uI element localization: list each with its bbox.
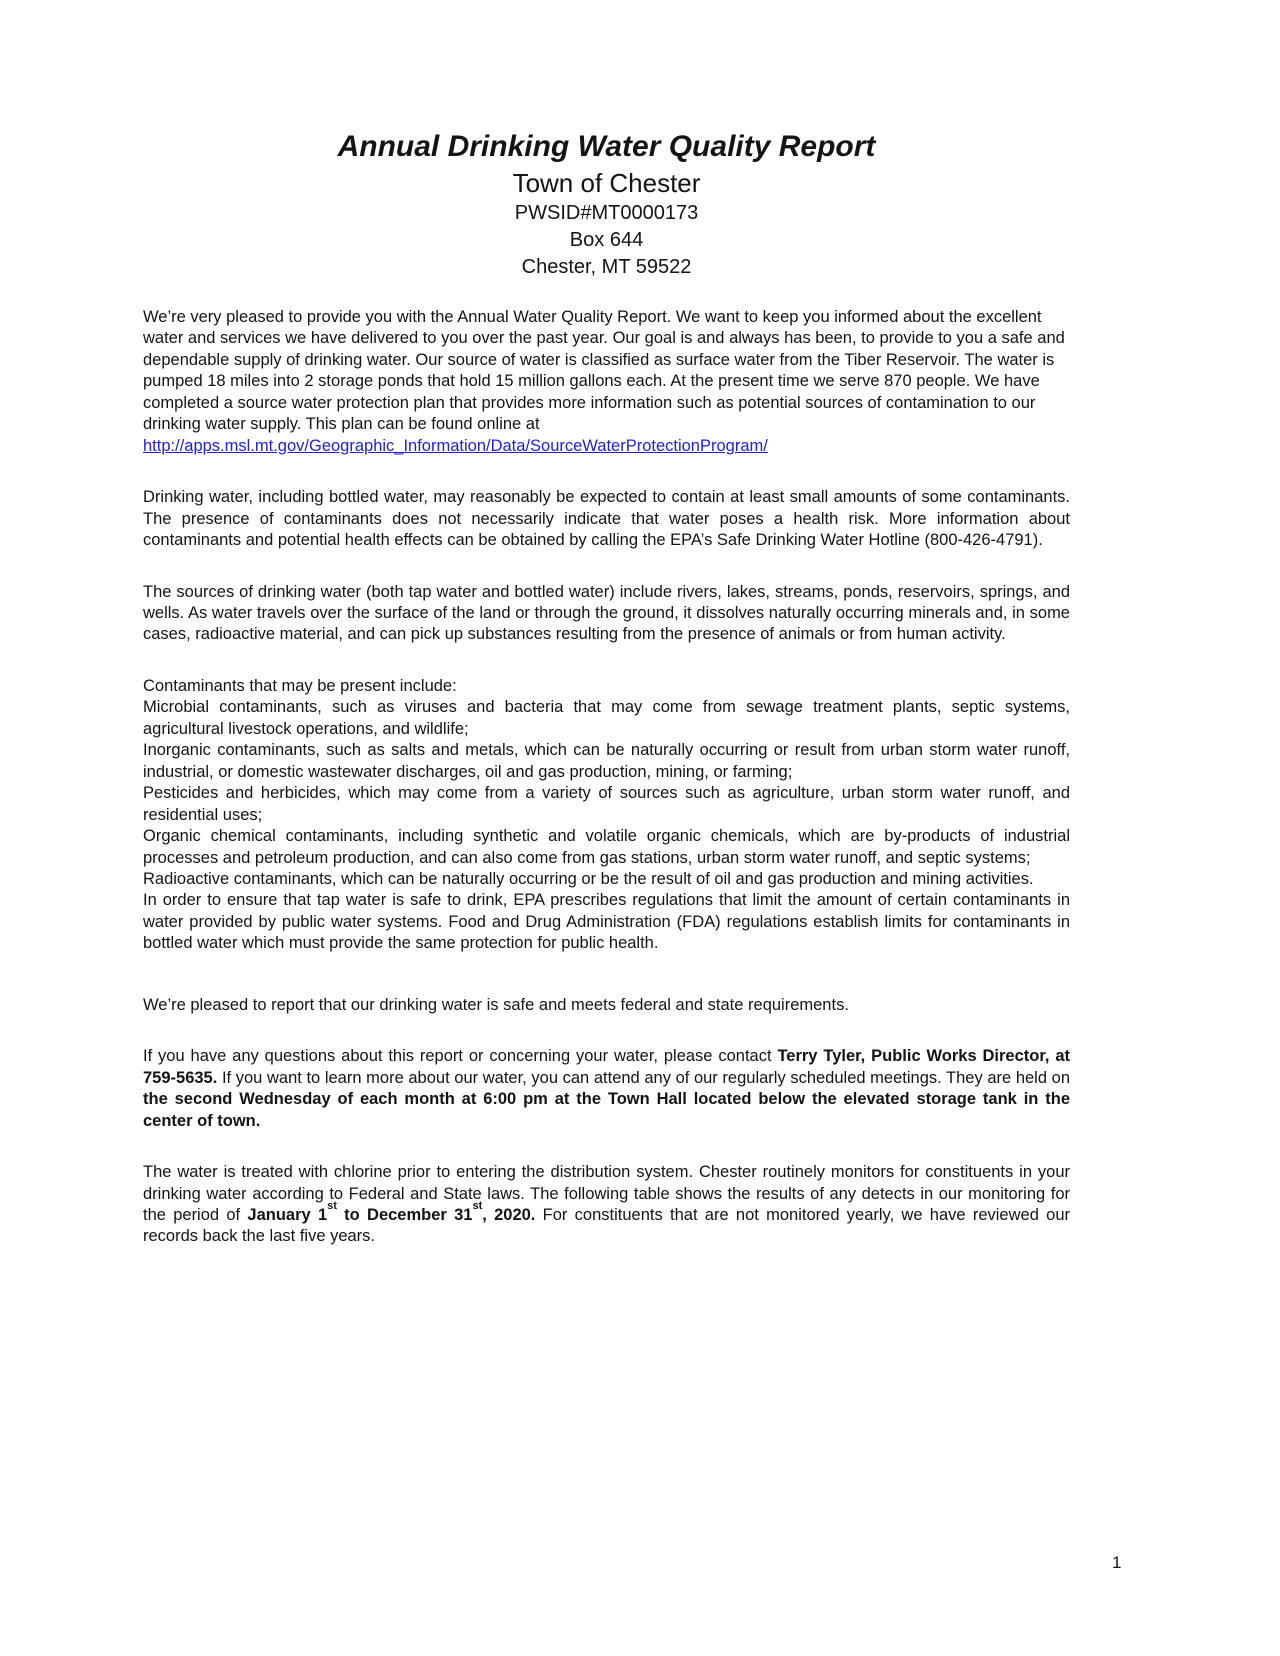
report-town: Town of Chester [512,168,701,198]
report-city-state-zip: Chester, MT 59522 [521,256,692,278]
ordinal-suffix: st [472,1199,483,1212]
monitoring-period-bold [247,1199,536,1224]
monitoring-paragraph [143,1162,1070,1248]
report-title: Annual Drinking Water Quality Report [337,130,876,163]
contact-text-2: If you want to learn more about our water, you can attend any of our regularly scheduled meetings. They are held on [217,1068,1070,1087]
contaminants-section [143,676,1070,955]
contaminant-item-microbial: Microbial contaminants, such as viruses and bacteria that may come from sewage treatment plants, septic systems, agricultural livestock operations, and wildlife; [143,698,1070,738]
contaminant-item-organic: Organic chemical contaminants, including synthetic and volatile organic chemicals, which are by-products of industrial processes and petroleum production, and can also come from gas stations, urban storm water runoff, and septic systems; [143,827,1070,867]
contaminants-intro: Contaminants that may be present include: [143,676,457,695]
intro-paragraph [143,307,1070,457]
period-end: to December 31 [336,1205,473,1224]
source-water-protection-link[interactable]: http://apps.msl.mt.gov/Geographic_Information/Data/SourceWaterProtectionProgram/ [143,436,768,455]
ordinal-suffix: st [327,1199,337,1212]
contaminant-item-radioactive: Radioactive contaminants, which can be naturally occurring or be the result of oil and gas production and mining activities. [143,869,1034,888]
intro-text: We’re very pleased to provide you with the Annual Water Quality Report. We want to keep you informed about the excellent water and services we have delivered to you over the past year. Our goal is and always has been, to provide to you a safe and dependable supply of drinking water. Our source of water is classified as surface water from the Tiber Reservoir. The water is pumped 18 miles into 2 storage ponds that hold 15 million gallons each. At the present time we serve 870 people. We have completed a source water protection plan that provides more information such as potential sources of contamination to our drinking water supply. This plan can be found online at [143,308,1065,434]
monitoring-text-2: For constituents that are not monitored yearly, we have reviewed our records back the last five years. [143,1205,1070,1246]
contact-name-bold: Terry Tyler, Public Works Director, at 759-5635. [143,1047,1070,1087]
monitoring-text-1: The water is treated with chlorine prior to entering the distribution system. Chester routinely monitors for constituents in your drinking water according to Federal and State laws. The following table shows the results of any detects in our monitoring for the period of [143,1163,1070,1224]
page-number: 1 [1112,1553,1122,1572]
meeting-time-bold: the second Wednesday of each month at 6:00 pm at the Town Hall located below the elevated storage tank in the center of town. [143,1090,1070,1130]
contact-paragraph [143,1046,1070,1132]
period-start: January 1 [247,1205,328,1224]
contact-text-1: If you have any questions about this report or concerning your water, please contact [143,1047,778,1066]
document-page [143,128,1070,1248]
report-po-box: Box 644 [569,229,644,251]
contaminant-item-inorganic: Inorganic contaminants, such as salts and metals, which can be naturally occurring or result from urban storm water runoff, industrial, or domestic wastewater discharges, oil and gas production, mining, or farming; [143,741,1070,781]
report-header [143,128,1070,281]
report-body [143,307,1070,1248]
period-year: , 2020. [482,1205,536,1224]
contaminant-item-pesticides: Pesticides and herbicides, which may come from a variety of sources such as agriculture, urban storm water runoff, and residential uses; [143,784,1070,824]
safe-water-statement: We’re pleased to report that our drinking water is safe and meets federal and state requirements. [143,995,849,1014]
report-pwsid: PWSID#MT0000173 [514,202,699,224]
water-sources-paragraph: The sources of drinking water (both tap water and bottled water) include rivers, lakes, streams, ponds, reservoirs, springs, and wells. As water travels over the surface of the land or through the ground, it dissolves naturally occurring minerals and, in some cases, radioactive material, and can pick up substances resulting from the presence of animals or from human activity. [143,582,1070,644]
bottled-water-paragraph: Drinking water, including bottled water, may reasonably be expected to contain at least small amounts of some contaminants. The presence of contaminants does not necessarily indicate that water poses a health risk. More information about contaminants and potential health effects can be obtained by calling the EPA’s Safe Drinking Water Hotline (800-426-4791). [143,488,1070,550]
epa-fda-paragraph: In order to ensure that tap water is safe to drink, EPA prescribes regulations that limit the amount of certain contaminants in water provided by public water systems. Food and Drug Administration (FDA) regulations establish limits for contaminants in bottled water which must provide the same protection for public health. [143,891,1070,953]
